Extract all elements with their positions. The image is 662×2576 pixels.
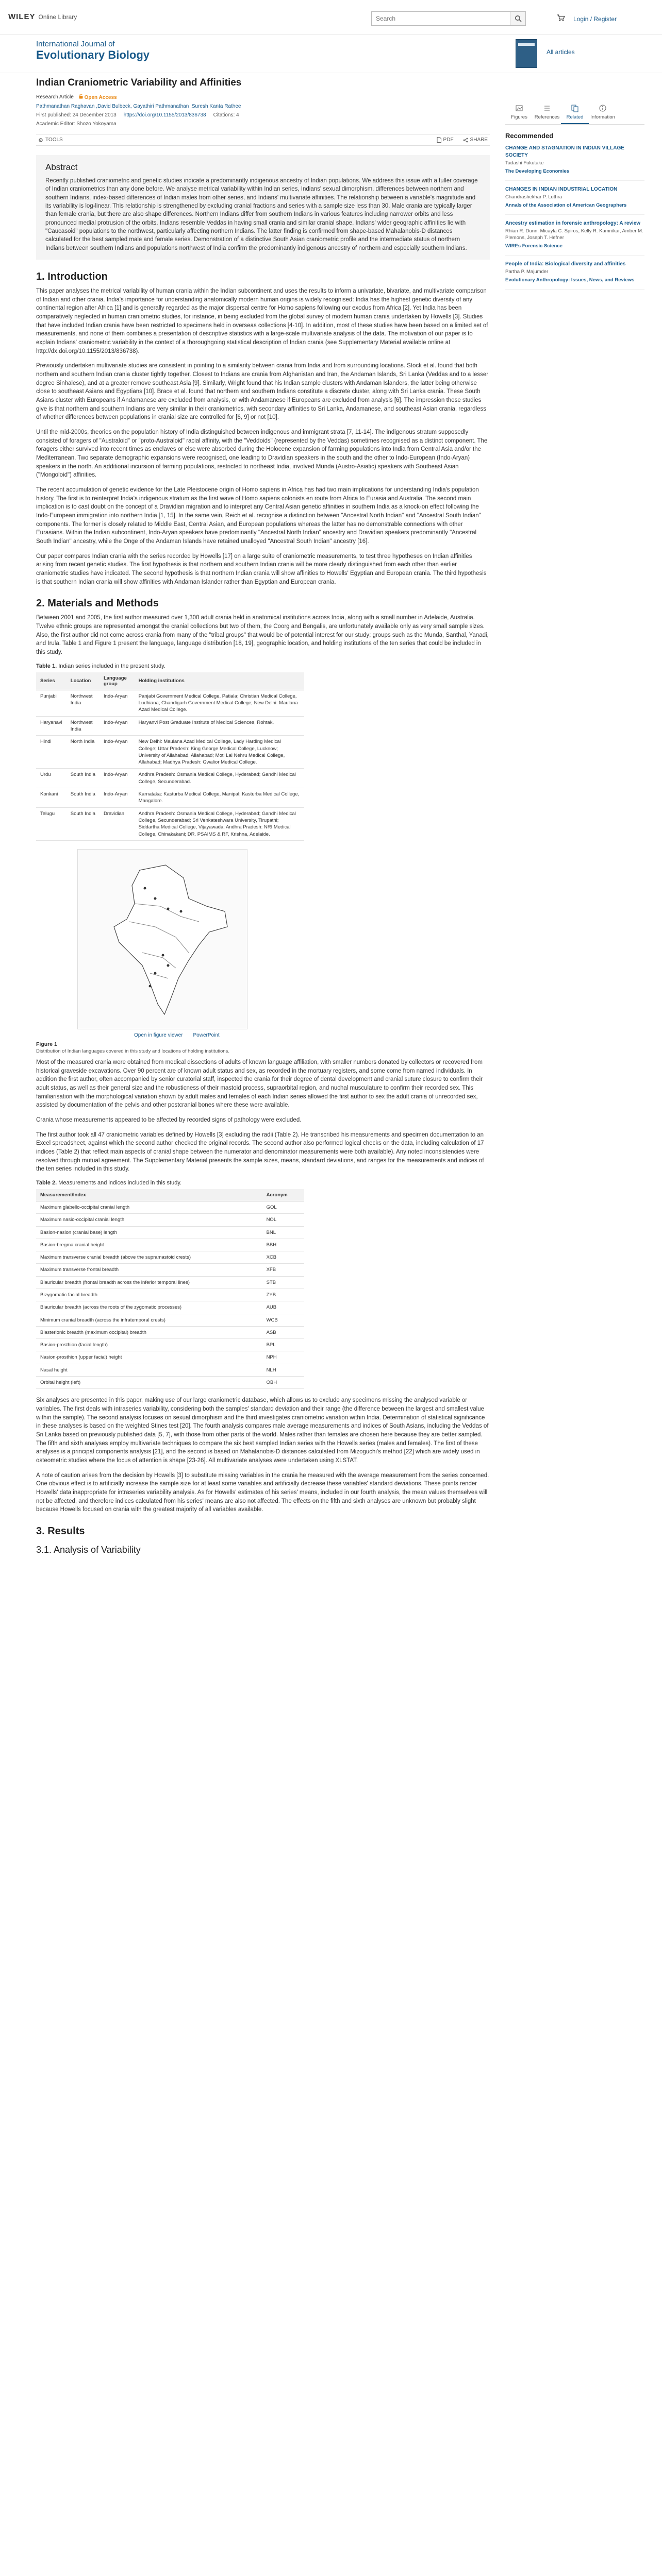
intro-paragraph-2: Previously undertaken multivariate studies are consistent in pointing to a similarity between crania from India and from surrounding locations. Stock et al. found that both northern and southern Indian crania cluster tightly together. Closest to Indians are crania from Afghanistan and Iran, the Andaman Islands, Sri Lanka (Veddas and to a lesser degree Sinhalese), and at a greater remove southeast Asia [9]. Similarly, Wright found that his Indian sample clusters with Andaman Islanders, the latter being otherwise close to southeast Asians and Egyptians [10]. Brace et al. found that northern and southern Indians constitute a discrete cluster, along with Sri Lanka crania. These South Asians cluster with Europeans if Andamanese are excluded from analysis, or with Andamanese if Europeans are excluded from analysis [6]. The impression these studies give is that northern and southern Indians are very similar in their craniometrics, with secondary affinities to Sri Lanka, Andamanese, and southeast Asian crania, regardless of whether differences between populations in cranial size are controlled for [6, 9] or not [10]. [36, 363, 489, 421]
journal-title[interactable] [36, 40, 150, 61]
results-heading: 3. Results [36, 1526, 85, 1537]
journal-banner [0, 35, 662, 73]
tab-references-label: References [534, 114, 560, 120]
open-access-label: Open Access [84, 95, 117, 100]
information-icon [599, 104, 607, 112]
table-cell: Nasion-prosthion (upper facial) height [36, 1351, 262, 1364]
sidebar-tabs [505, 102, 644, 125]
pdf-icon [437, 137, 441, 143]
pdf-label: PDF [443, 137, 454, 143]
tab-related[interactable] [561, 102, 589, 124]
cart-icon[interactable] [557, 14, 565, 23]
intro-paragraph-3: Until the mid-2000s, theories on the population history of India distinguished between indigenous and immigrant strata [7, 11-14]. The indigenous stratum supposedly consisted of foragers of "Australoid" or "proto-Australoid" racial affinity, with the "Veddoids" (represented by the Veddas) sometimes recognised as a distinct component. The foragers either survived into recent times as enclaves or else were absorbed during the Holocene expansion of farming populations into India from Central Asia and/or the Mediterranean. Two separate demographic expansions were recognised, one leading to Dravidian speakers in the south and the other to Indo-European (Indo-Aryan) speakers in the north. An additional incursion of farming populations, restricted to northeast India, involved Munda (Austro-Asiatic) speakers with Southeast Asian ("Mongoloid") affinities. [36, 429, 488, 479]
table-row [36, 1276, 304, 1289]
table-cell: Northwest India [67, 716, 100, 736]
table-row [36, 1251, 304, 1264]
table2-col-measurement: Measurement/Index [36, 1189, 262, 1201]
top-header [0, 0, 662, 35]
table-cell: Andhra Pradesh: Osmania Medical College, Hyderabad; Gandhi Medical College, Secunderabad. [135, 769, 304, 788]
table-cell: Basion-prosthion (facial length) [36, 1339, 262, 1351]
tools-button[interactable] [38, 137, 63, 143]
recommended-title[interactable]: CHANGES IN INDIAN INDUSTRIAL LOCATION [505, 186, 618, 192]
article-tools-bar [36, 134, 490, 146]
table-row [36, 1214, 304, 1226]
tab-information[interactable] [589, 102, 617, 124]
recommended-meta: Chandrashekhar P. Luthra [505, 194, 562, 200]
table-cell: AUB [262, 1301, 304, 1314]
table-cell: NOL [262, 1214, 304, 1226]
table-cell: XFB [262, 1264, 304, 1276]
recommended-journal[interactable]: The Developing Economies [505, 168, 570, 174]
table-row [36, 807, 304, 840]
table-cell: XCB [262, 1251, 304, 1264]
table-row [36, 769, 304, 788]
table-cell: Indo-Aryan [100, 769, 135, 788]
recommended-journal[interactable]: Annals of the Association of American Geographers [505, 202, 627, 208]
table-cell: Indo-Aryan [100, 716, 135, 736]
table-cell: South India [67, 807, 100, 840]
table-cell: Haryanavi [36, 716, 67, 736]
recommended-item[interactable] [505, 220, 644, 256]
table-row [36, 716, 304, 736]
recommended-heading: Recommended [505, 132, 554, 140]
table-row [36, 1239, 304, 1251]
journal-cover-image[interactable] [516, 39, 537, 68]
table-cell: Indo-Aryan [100, 690, 135, 716]
table-row [36, 1339, 304, 1351]
login-register-link[interactable]: Login / Register [573, 15, 617, 23]
table-row [36, 1377, 304, 1389]
brand-sub: Online Library [38, 13, 77, 21]
table-cell: Minimum cranial breadth (across the infratemporal crests) [36, 1314, 262, 1326]
table-cell: South India [67, 788, 100, 808]
table-row [36, 1364, 304, 1376]
table-cell: BNL [262, 1226, 304, 1239]
table-row [36, 736, 304, 769]
india-map-illustration [78, 850, 248, 1030]
table-cell: Maximum glabello-occipital cranial length [36, 1201, 262, 1213]
publication-info [36, 112, 490, 118]
table-cell: Haryanvi Post Graduate Institute of Medical Sciences, Rohtak. [135, 716, 304, 736]
table-cell: Bizygomatic facial breadth [36, 1289, 262, 1301]
table-cell: NPH [262, 1351, 304, 1364]
table2-label: Table 2. [36, 1179, 57, 1186]
table-cell: Indo-Aryan [100, 788, 135, 808]
methods-paragraph-3: Crania whose measurements appeared to be affected by recorded signs of pathology were excluded. [36, 1116, 302, 1123]
academic-editor: Academic Editor: Shozo Yokoyama [36, 121, 117, 127]
recommended-title[interactable]: CHANGE AND STAGNATION IN INDIAN VILLAGE SOCIETY [505, 145, 624, 158]
table-cell: Indo-Aryan [100, 736, 135, 769]
table-cell: NLH [262, 1364, 304, 1376]
table2 [36, 1189, 304, 1389]
table1 [36, 672, 304, 841]
doi-link[interactable]: https://doi.org/10.1155/2013/836738 [123, 112, 206, 118]
article-type: Research Article [36, 94, 74, 100]
share-button[interactable] [463, 137, 488, 143]
table-cell: BPL [262, 1339, 304, 1351]
article-title: Indian Craniometric Variability and Affinities [36, 77, 242, 88]
table-cell: Telugu [36, 807, 67, 840]
header-links [557, 14, 617, 23]
tab-information-label: Information [590, 114, 615, 120]
recommended-title[interactable]: Ancestry estimation in forensic anthropology: A review [505, 220, 641, 226]
pdf-button[interactable] [437, 137, 454, 143]
table-cell: Maximum nasio-occipital cranial length [36, 1214, 262, 1226]
table-row [36, 1201, 304, 1213]
table2-caption-text: Measurements and indices included in this study. [58, 1179, 182, 1186]
table1-col-language: Language group [100, 672, 135, 690]
table-row [36, 1289, 304, 1301]
table-cell: BBH [262, 1239, 304, 1251]
table-cell: New Delhi: Maulana Azad Medical College, Lady Harding Medical College; Uttar Pradesh: King George Medical College, Lucknow; University of Allahabad, Allahabad; Moti Lal Nehru Medical College, Allahabad; Madhya Pradesh: Gwalior Medical College. [135, 736, 304, 769]
table-cell: Biauricular breadth (frontal breadth across the inferior temporal lines) [36, 1276, 262, 1289]
results-subheading: 3.1. Analysis of Variability [36, 1545, 141, 1555]
table-cell: ZYB [262, 1289, 304, 1301]
table-row [36, 1314, 304, 1326]
intro-paragraph-1: This paper analyses the metrical variability of human crania within the Indian subcontinent and uses the results to inform a univariate, bivariate, and multivariate comparison of Indian and other crania. India's importance for understanding anatomically modern human origins is widely recognised: India has the highest genetic diversity of any continental region after Africa [1] and is generally regarded as the major dispersal centre for Homo sapiens following our exodus from Africa [2]. Yet India has been comparatively neglected in human craniometric studies, for instance, in being excluded from the global survey of modern human crania undertaken by Howells [3]. Studies that have included Indian crania have been restricted to specimens held in overseas collections [4-10]. In addition, most of these studies have been based on a limited set of measurements, and none of them combines a presentation of descriptive statistics with a large-scale multivariate analysis of the data. The motivation of our paper is to explain Indians' craniometric variability in the context of a thoroughgoing statistical description of Indian crania (see Supplementary Material available online at http://dx.doi.org/10.1155/2013/836738). [36, 287, 488, 354]
table-cell: Basion-bregma cranial height [36, 1239, 262, 1251]
table-cell: Northwest India [67, 690, 100, 716]
figure1 [36, 849, 490, 1054]
methods-paragraph-2: Most of the measured crania were obtained from medical dissections of adults of known language affiliation, with smaller numbers donated by collectors or recovered from historical graveside excavations. Over 90 percent are of known adult status and sex, as recorded in the mortuary registers, and some come from named individuals. In addition the first author, often accompanied by senior curatorial staff, inspected the crania for their degree of dental development and cranial suture closure to confirm their adult status, as well as their general size and the robusticness of their mastoid process, supraorbital region, and nuchal musculature to confirm their recorded sex. This familiarisation with the morphological variation shown by adult males and females of each Indian series allowed the first author to sex the adult crania of unrecorded sex, assisted by documentation of the pelvis and other postcranial bones where these were available. [36, 1059, 483, 1109]
methods-paragraph-5: Six analyses are presented in this paper, making use of our large craniometric database, which allows us to exclude any specimens missing the analysed variable or variables. The first deals with intraseries variability, considering both the samples' standard deviation and their range (the difference between the largest and smallest value within the sample). The second analysis focuses on sexual dimorphism and the third investigates craniometric variation within India. Determination of statistical significance in these analyses is based on the weighted Stines test [20]. The fourth analysis compares male average measurements and indices of South Asians, including the Veddas of Sri Lanka based on previously published data [5, 7], with those from other parts of the world. Males rather than females are chosen here because they are better sampled. The fifth and sixth analyses employ multivariate techniques to compare the six best sampled Indian series with the Howells series (males and females). The first of these analyses is a principal components analysis [21], and the second is based on Mahalanobis-D distances calculated from Mizoguchi's method [22] which are widely used in osteometric studies where the focus of attention is shape [23-26]. All multivariate analyses were undertaken using XLSTAT. [36, 1397, 489, 1464]
authors[interactable]: Pathmanathan Raghavan ,David Bulbeck, Gayathiri Pathmanathan ,Suresh Kanta Rathee [36, 104, 241, 109]
table-cell: Biasterionic breadth (maximum occipital) breadth [36, 1326, 262, 1338]
tools-label: TOOLS [45, 137, 63, 143]
tab-related-label: Related [566, 114, 584, 120]
figures-icon [515, 104, 523, 112]
table-row [36, 690, 304, 716]
table1-label: Table 1. [36, 663, 57, 669]
recommended-journal[interactable]: WIREs Forensic Science [505, 243, 562, 249]
methods-paragraph-6: A note of caution arises from the decision by Howells [3] to substitute missing variables in the crania he measured with the average measurement from the series concerned. One obvious effect is to artificially increase the sample size for at least some variables and artificially decrease these variables' standard deviations. These points render Howells' data inappropriate for intraseries variability analysis. As for Howells' estimates of his series' means, included in our fourth analysis, the mean values themselves will not be affected, and therefore indices calculated from his series' means are also not affected. The effects on the fifth and sixth analyses are unknown but probably slight because Howells focused on crania with the greatest majority of all variables available. [36, 1472, 489, 1513]
journal-title-big: Evolutionary Biology [36, 48, 150, 61]
table-row [36, 1351, 304, 1364]
open-figure-viewer-link[interactable]: Open in figure viewer [134, 1032, 183, 1038]
table-row [36, 1326, 304, 1338]
table-cell: GOL [262, 1201, 304, 1213]
table-cell: Basion-nasion (cranial base) length [36, 1226, 262, 1239]
article-meta [36, 94, 490, 100]
open-access-badge [79, 94, 117, 100]
search-input[interactable] [372, 12, 510, 25]
tab-figures[interactable] [505, 102, 533, 124]
table-cell: Urdu [36, 769, 67, 788]
gear-icon [38, 138, 43, 143]
intro-paragraph-4: The recent accumulation of genetic evidence for the Late Pleistocene origin of Homo sapiens in Africa has had two main implications for understanding India's population history. The first is to reinterpret India's indigenous stratum as the first wave of Homo sapiens colonists en route from Africa to Eurasia and Australia. The second main implication is to cast doubt on the concept of a Dravidian migration and to interpret any Central Asian genetic affinities in southern India as a knock-on effect following the Indo-European immigration into northern India [1, 15]. In the same vein, Reich et al. recognise a distinction between "Ancestral North Indian" and "Ancestral South Indian" components. The former is closely related to Middle East, Central Asian, and European populations whereas the latter has no demonstrable connections with other Eurasians. Within the Indian subcontinent, Indo-Aryan speakers have predominantly "Ancestral North Indian" ancestry and Dravidian speakers predominantly "Ancestral South Indian" ancestry, while the Onge of the Andaman Islands have retained unalloyed "Ancestral South Indian" ancestry [16]. [36, 487, 481, 545]
table1-col-institutions: Holding institutions [135, 672, 304, 690]
share-label: SHARE [470, 137, 488, 143]
figure1-caption: Figure 1 [36, 1041, 57, 1047]
journal-title-small: International Journal of [36, 40, 115, 48]
recommended-title[interactable]: People of India: Biological diversity and affinities [505, 261, 626, 267]
table-row [36, 1226, 304, 1239]
recommended-item[interactable] [505, 186, 644, 215]
recommended-meta: Rhian R. Dunn, Micayla C. Spiros, Kelly R. Kamnikar, Amber M. Plemons, Joseph T. Hefner [505, 228, 643, 241]
table-cell: North India [67, 736, 100, 769]
all-articles-link[interactable]: All articles [547, 48, 575, 56]
search-icon[interactable] [510, 12, 525, 25]
table-cell: Karnataka: Kasturba Medical College, Manipal; Kasturba Medical College, Mangalore. [135, 788, 304, 808]
table1-col-series: Series [36, 672, 67, 690]
figure1-description: Distribution of Indian languages covered in this study and locations of holding institutions. [36, 1048, 229, 1054]
tools-spacer [72, 137, 427, 143]
open-access-icon [79, 94, 83, 99]
figure1-map-image[interactable] [77, 849, 247, 1029]
search-box [371, 11, 526, 26]
abstract-text: Recently published craniometric and genetic studies indicate a predominantly indigenous ancestry of Indian populations. We address this issue with a fuller coverage of Indian craniometrics than any done before. We analyse metrical variability within Indian series, Indians' sexual dimorphism, differences between northern and southern Indians, index-based differences of Indian males from other series, and Indians' multivariate affinities. The relationship between a variable's magnitude and its variability is log-linear. This relationship is strengthened by excluding cranial fractions and series with a sample size less than 30. Male crania are typically larger than female crania, but there are also shape differences. Northern Indians differ from southern Indians in various features including narrower orbits and less pronounced medial protrusion of the orbits. Indians resemble Veddas in having small crania and similar cranial shape. Indians' wider geographic affinities lie with "Caucasoid" populations to the northwest, particularly affecting northern Indians. The latter finding is confirmed from shape-based Mahalanobis-D distances calculated for the best sampled male and female series. Demonstration of a distinctive South Asian craniometric profile and the intermediate status of northern Indians between southern Indians and populations northwest of India confirm the predominantly indigenous ancestry of northern and especially southern Indians. [45, 178, 478, 251]
intro-paragraph-5: Our paper compares Indian crania with the series recorded by Howells [17] on a large suite of craniometric measurements, to test three hypotheses on Indian affinities arising from recent genetic studies. The first hypothesis is that northern and southern Indian crania will be more clearly distinguished from each other than earlier craniometric studies have indicated. The second hypothesis is that northern Indian crania will show affinities to Howells' Egyptian and European crania. The third hypothesis is that southern Indian crania will show affinities with Andaman Islander rather than Egyptian and European crania. [36, 553, 487, 585]
citations-count[interactable]: Citations: 4 [213, 112, 239, 118]
methods-paragraph-4: The first author took all 47 craniometric variables defined by Howells [3] excluding the radii (Table 2). He transcribed his measurements and specimen documentation to an Excel spreadsheet, against which the second author checked the original records. The second author also performed logical checks on the data, including calculation of 17 indices (Table 2) that reflect main aspects of cranial shape between the numerator and denominator measurements were both available). Any noted inconsistencies were resolved through mutual agreement. The Supplementary Material presents the sample sizes, means, standard deviations, and ranges for the measurements and indices of the ten series included in this study. [36, 1131, 484, 1173]
abstract-heading: Abstract [45, 162, 78, 172]
table1-caption-text: Indian series included in the present study. [58, 663, 166, 669]
table1-col-location: Location [67, 672, 100, 690]
table-cell: ASB [262, 1326, 304, 1338]
table-cell: STB [262, 1276, 304, 1289]
table-cell: Andhra Pradesh: Osmania Medical College, Hyderabad; Gandhi Medical College, Secunderabad; Sri Venkateshwara University, Tirupathi; Siddartha Medical College, Vijayawada; Andhra Pradesh: NRI Medical College, Chinakakani; DR. PSAIMS & RF, Krishna, Adelaide. [135, 807, 304, 840]
table-row [36, 788, 304, 808]
table2-caption [36, 1180, 490, 1186]
recommended-journal[interactable]: Evolutionary Anthropology: Issues, News, and Reviews [505, 277, 635, 283]
table-cell: Orbital height (left) [36, 1377, 262, 1389]
table-row [36, 1301, 304, 1314]
tab-references[interactable] [533, 102, 561, 124]
table-cell: WCB [262, 1314, 304, 1326]
references-icon [543, 104, 551, 112]
table-cell: South India [67, 769, 100, 788]
figure1-actions [134, 1032, 490, 1038]
recommended-item[interactable] [505, 145, 644, 181]
recommended-meta: Tadashi Fukutake [505, 160, 544, 166]
methods-heading: 2. Materials and Methods [36, 598, 159, 609]
recommended-meta: Partha P. Majumder [505, 269, 549, 275]
table-row [36, 1264, 304, 1276]
table2-col-acronym: Acronym [262, 1189, 304, 1201]
table-cell: Konkani [36, 788, 67, 808]
table1-header-row [36, 672, 304, 690]
methods-paragraph-1: Between 2001 and 2005, the first author measured over 1,300 adult crania held in anatomical institutions across India, along with a small number in Adelaide, Australia. Twelve ethnic groups are represented amongst the cranial collections but two of them, the Coorg and Bengalis, are unfortunately available only as very small sample sizes. Also, the first author did not come across crania from many of the "tribal groups" that would be of potential interest for our study; groups such as the Munda, Santhal, Yanadi, and Irula. Table 1 and Figure 1 present the language, language distribution [18, 19], geographic location, and holding institutions of the ten series that could be included in this study. [36, 615, 489, 656]
first-published: First published: 24 December 2013 [36, 112, 117, 118]
article-main [36, 73, 490, 1555]
table-cell: Panjabi Government Medical College, Patiala; Christian Medical College, Ludhiana; Chandigarh Government Medical College; New Delhi: Maulana Azad Medical College. [135, 690, 304, 716]
table-cell: Nasal height [36, 1364, 262, 1376]
related-icon [571, 104, 579, 112]
table2-header-row [36, 1189, 304, 1201]
table-cell: Dravidian [100, 807, 135, 840]
table-cell: Maximum transverse cranial breadth (above the supramastoid crests) [36, 1251, 262, 1264]
table-cell: Punjabi [36, 690, 67, 716]
table-cell: Biauricular breadth (across the roots of the zygomatic processes) [36, 1301, 262, 1314]
introduction-heading: 1. Introduction [36, 270, 108, 282]
abstract-section [36, 155, 490, 260]
table-cell: Hindi [36, 736, 67, 769]
table1-caption [36, 663, 490, 669]
tab-figures-label: Figures [511, 114, 527, 120]
brand-text: WILEY [8, 12, 36, 21]
right-sidebar [505, 73, 644, 295]
wiley-logo[interactable] [8, 12, 77, 21]
share-icon [463, 138, 468, 143]
recommended-item[interactable] [505, 261, 644, 290]
powerpoint-link[interactable]: PowerPoint [193, 1032, 220, 1038]
table-cell: OBH [262, 1377, 304, 1389]
table-cell: Maximum transverse frontal breadth [36, 1264, 262, 1276]
